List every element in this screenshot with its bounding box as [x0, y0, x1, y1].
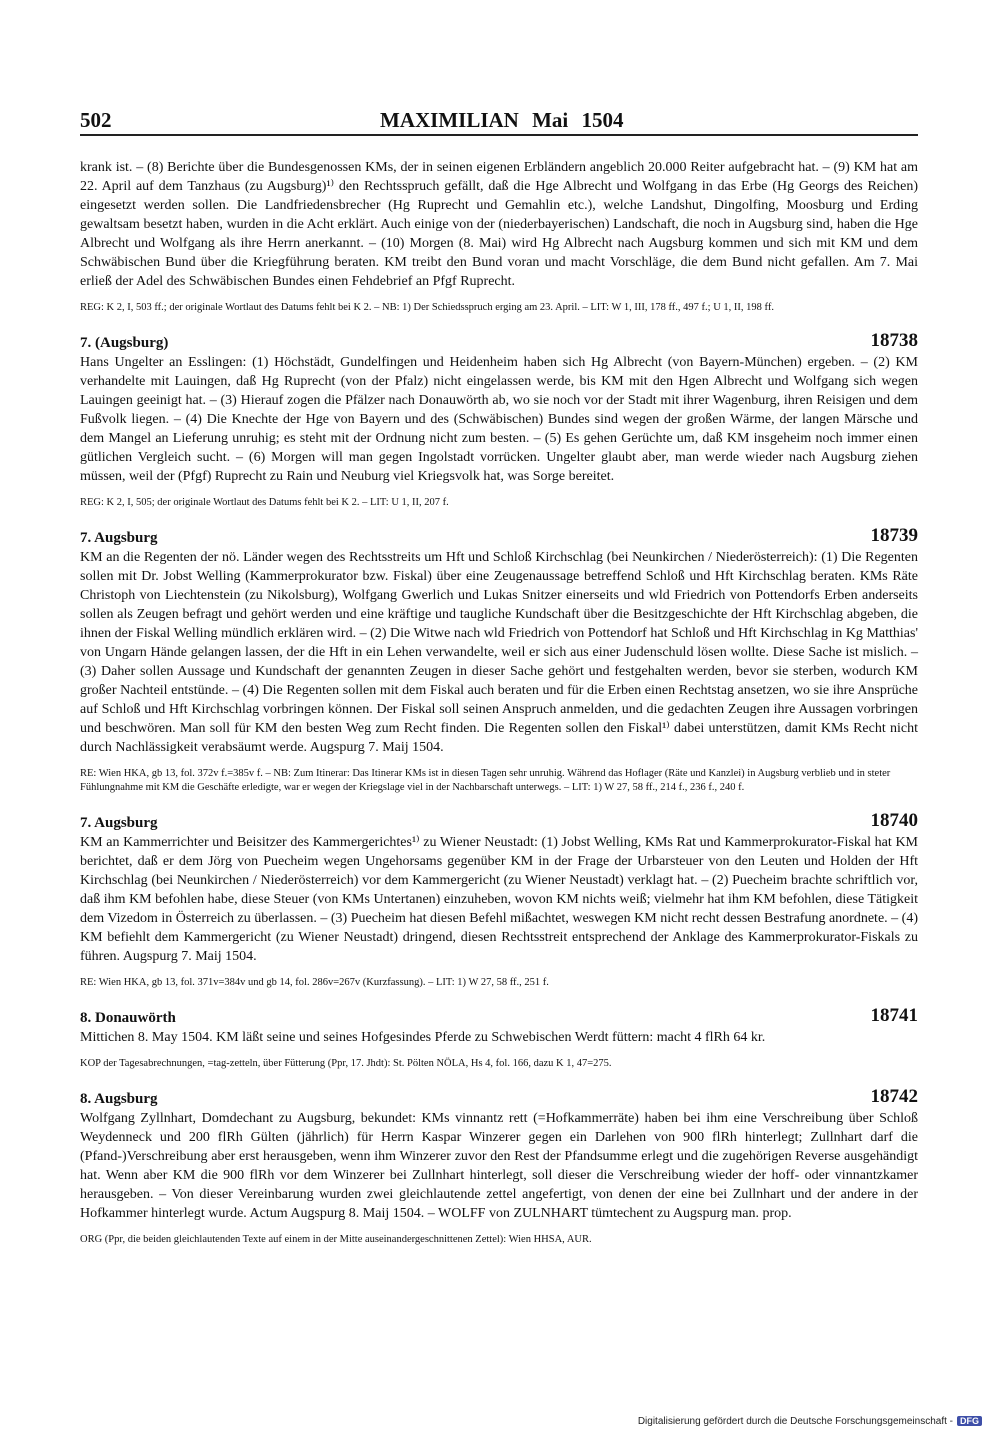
entry-number: 18738 [870, 330, 918, 351]
entry-text: Hans Ungelter an Esslingen: (1) Höchstädt, Gundelfingen und Heidenheim haben sich Hg Albrecht (von Bayern-München) ergeben. – (2) KM verhandelte mit Lauingen, daß Hg Ruprecht (von der Pfalz) nicht eingelassen werde, bis KM mit den Hgen Albrecht und Wolfgang sich wegen Lauingen geeinigt hat. – (3) Hierauf zogen die Pfälzer nach Donauwörth ab, wo sie noch vor der Stadt mit ihrer Wagenburg, ihren Reisigen und dem Fußvolk liegen. – (4) Die Knechte der Hge von Bayern und des (Schwäbischen) Bundes sind wegen der großen Wärme, der langen Märsche und dem Mangel an Lieferung unruhig; es steht mit der Ordnung nicht zum besten. – (5) Es gehen Gerüchte um, daß KM insgeheim noch immer einen gütlichen Vergleich sucht. – (6) Morgen will man gegen Ingolstadt vorrücken. Ungelter glaubt aber, man werde wieder nach Augsburg ziehen müssen, weil der (Pfgf) Ruprecht zu Rain und Neuburg viel Kriegsvolk hat, was Sorge bereitet. [80, 355, 918, 484]
entry-place: 8. Augsburg [80, 1091, 158, 1107]
entry-place: 8. Donauwörth [80, 1010, 176, 1026]
entry-header [80, 810, 918, 833]
dfg-logo: DFG [957, 1416, 982, 1426]
intro-text: krank ist. – (8) Berichte über die Bundesgenossen KMs, der in seinen eigenen Erbländern angeblich 20.000 Reiter aufgebracht hat. – (9) KM hat am 22. April auf dem Tanzhaus (zu Augsburg)¹⁾ den Rechtsspruch gefällt, daß die Hge Albrecht und Wolfgang in das Erbe (Hg Georgs des Reichen) eingesetzt werden sollen. Die Landfriedensbrecher (Hg Ruprecht und Gemahlin etc.), welche Landshut, Dingolfing, Moosburg und Erding gewaltsam besetzt haben, wurden in die Acht erklärt. Auch einige von der (niederbayerischen) Landschaft, die noch in Augsburg sind, haben die Hge Albrecht und Wolfgang als ihre Herrn anerkannt. – (10) Morgen (8. Mai) wird Hg Albrecht nach Augsburg kommen und sich mit KM und dem Schwäbischen Bund über die Kriegführung beraten. KM treibt den Bund voran und macht Vorschläge, die dem Bund nicht gefallen. Am 7. Mai erließ der Adel des Schwäbischen Bundes einen Fehdebrief an Pfgf Ruprecht. [80, 160, 918, 289]
entry-source: KOP der Tagesabrechnungen, =tag-zetteln, über Fütterung (Ppr, 17. Jhdt): St. Pölten NÖLA, Hs 4, fol. 166, dazu K 1, 47=275. [80, 1058, 612, 1069]
entry-header [80, 1086, 918, 1109]
header-rule [80, 134, 918, 136]
intro-source: REG: K 2, I, 503 ff.; der originale Wortlaut des Datums fehlt bei K 2. – NB: 1) Der Schiedsspruch erging am 23. April. – LIT: W 1, III, 178 ff., 497 f.; U 1, II, 198 ff. [80, 302, 774, 313]
entry-source: REG: K 2, I, 505; der originale Wortlaut des Datums fehlt bei K 2. – LIT: U 1, II, 207 f. [80, 497, 449, 508]
page-header [80, 106, 918, 136]
entry-number: 18740 [870, 810, 918, 831]
entry-number: 18741 [870, 1005, 918, 1026]
page-footer [638, 1416, 982, 1427]
entry-18741 [80, 1005, 918, 1071]
entry-source: RE: Wien HKA, gb 13, fol. 372v f.=385v f. – NB: Zum Itinerar: Das Itinerar KMs ist in diesen Tagen sehr unruhig. Während das Hoflager (Räte und Kanzlei) in Augsburg verblieb und in steter Fühlungnahme mit KM die Geschäfte erledigte, war er wegen der Kriegslage viel in der Nachbarschaft unterwegs. – LIT: 1) W 27, 58 ff., 214 f., 236 f., 240 f. [80, 768, 891, 793]
entry-number: 18739 [870, 525, 918, 546]
entry-text: KM an die Regenten der nö. Länder wegen des Rechtsstreits um Hft und Schloß Kirchschlag (bei Neunkirchen / Niederösterreich): (1) Die Regenten sollen mit Dr. Jobst Welling (Kammerprokurator bzw. Fiskal) über eine Zeugenaussage betreffend Schloß und Hft Kirchschlag beraten. KMs Räte Christoph von Liechtenstein (zu Nikolsburg), Wolfgang Gwerlich und Lukas Snitzer einerseits und wld Friedrich von Pottendorfs Erben anderseits sollen als Zeugen befragt und gehört werden und eine kräftige und taugliche Kundschaft über die Besitzgeschichte der Hft Kirchschlag abgeben, die ihnen der Fiskal Welling mündlich erklären wird. – (2) Die Witwe nach wld Friedrich von Pottendorf hat Schloß und Hft Kirchschlag in Kg Matthias' von Ungarn Hände gelangen lassen, der die Hft in ein Lehen verwandelte, weil er sich aus einer Judenschuld lösen wollte. Diese Sache ist mislich. – (3) Daher sollen Aussage und Kundschaft der genannten Zeugen in dieser Sache gehört und festgehalten werden, bevor sie sterben, wodurch KM großer Nachteil entstünde. – (4) Die Regenten sollen mit dem Fiskal auch beraten und für die Erben einen Rechtstag ansetzen, wo sie ihre Ansprüche auf Schloß und Hft Kirchschlag vorbringen können. Der Fiskal soll seinen Anspruch anmelden, und die gedachten Zeugen ihre Aussagen vorbringen und beschwören. Man soll für KM den besten Weg zum Recht finden. Die Regenten sollen den Fiskal¹⁾ dabei unterstützen, damit KMs Recht nicht durch Nachlässigkeit verabsäumt werde. Augspurg 7. Maij 1504. [80, 550, 918, 755]
entry-number: 18742 [870, 1086, 918, 1107]
entry-place: 7. (Augsburg) [80, 335, 169, 351]
entry-source: ORG (Ppr, die beiden gleichlautenden Texte auf einem in der Mitte auseinandergeschnittenen Zettel): Wien HHSA, AUR. [80, 1234, 592, 1245]
entry-place: 7. Augsburg [80, 815, 158, 831]
running-title: MAXIMILIAN Mai 1504 [380, 108, 624, 132]
entry-header [80, 330, 918, 353]
entry-18740 [80, 810, 918, 990]
entry-header [80, 1005, 918, 1028]
entry-text: KM an Kammerrichter und Beisitzer des Kammergerichtes¹⁾ zu Wiener Neustadt: (1) Jobst Welling, KMs Rat und Kammerprokurator-Fiskal hat KM berichtet, daß er dem Jörg von Puecheim wegen Ungehorsams gegenüber KM in der Frage der Urbarsteuer von den Leuten und Holden der Hft Kirchschlag (bei Neunkirchen / Niederösterreich) vor dem Kammergericht (zu Wiener Neustadt) verklagt hat. – (2) Puecheim brachte schriftlich vor, daß ihm KM befohlen habe, diese Steuer (von KMs Untertanen) einzuheben, wovon KM nichts weiß; vielmehr hat ihm KM befohlen, diese Tätigkeit dem Vizedom in Österreich zu überlassen. – (3) Puecheim hat diesen Befehl mißachtet, weswegen KM nicht recht dessen Bestrafung anordnete. – (4) KM befiehlt dem Kammergericht (zu Wiener Neustadt) dringend, diesen Rechtsstreit entsprechend der Anklage des Kammerprokurator-Fiskals zu führen. Augspurg 7. Maij 1504. [80, 835, 918, 964]
entry-text: Mittichen 8. May 1504. KM läßt seine und seines Hofgesindes Pferde zu Schwebischen Werdt füttern: macht 4 flRh 64 kr. [80, 1030, 766, 1045]
entry-18742 [80, 1086, 918, 1247]
entry-18739 [80, 525, 918, 795]
entry-source: RE: Wien HKA, gb 13, fol. 371v=384v und gb 14, fol. 286v=267v (Kurzfassung). – LIT: 1) W 27, 58 ff., 251 f. [80, 977, 549, 988]
entry-text: Wolfgang Zyllnhart, Domdechant zu Augsburg, bekundet: KMs vinnantz rett (=Hofkammerräte) haben bei ihm eine Verschreibung über Schloß Weydenneck und 200 flRh Gülten (jährlich) für Herrn Kaspar Winzerer gegen ein Darlehen von 900 flRh hinterlegt; Zullnhart darf die (Pfand-)Verschreibung aber erst herausgeben, wenn ihm Winzerer zuvor den Rest der Pfandsumme erlegt und die zugehörigen Reverse ausgehändigt hat. Wenn aber KM die 900 flRh vor dem Winzerer bei Zullnhart hinterlegt, soll dieser die Verschreibung wieder der hoff- oder vinnantzkamer herausgeben. – Von dieser Vereinbarung wurden zwei gleichlautende zettel angefertigt, von denen der eine bei Zullnhart und der andere in der Hofkammer hinterlegt wurde. Actum Augspurg 8. Maij 1504. – WOLFF von ZULNHART tümtechent zu Augspurg man. prop. [80, 1111, 918, 1221]
entry-place: 7. Augsburg [80, 530, 158, 546]
entry-18738 [80, 330, 918, 510]
page-number: 502 [80, 108, 112, 132]
entry-header [80, 525, 918, 548]
footer-text: Digitalisierung gefördert durch die Deutsche Forschungsgemeinschaft - [637, 1416, 953, 1427]
document-body [80, 158, 918, 1247]
